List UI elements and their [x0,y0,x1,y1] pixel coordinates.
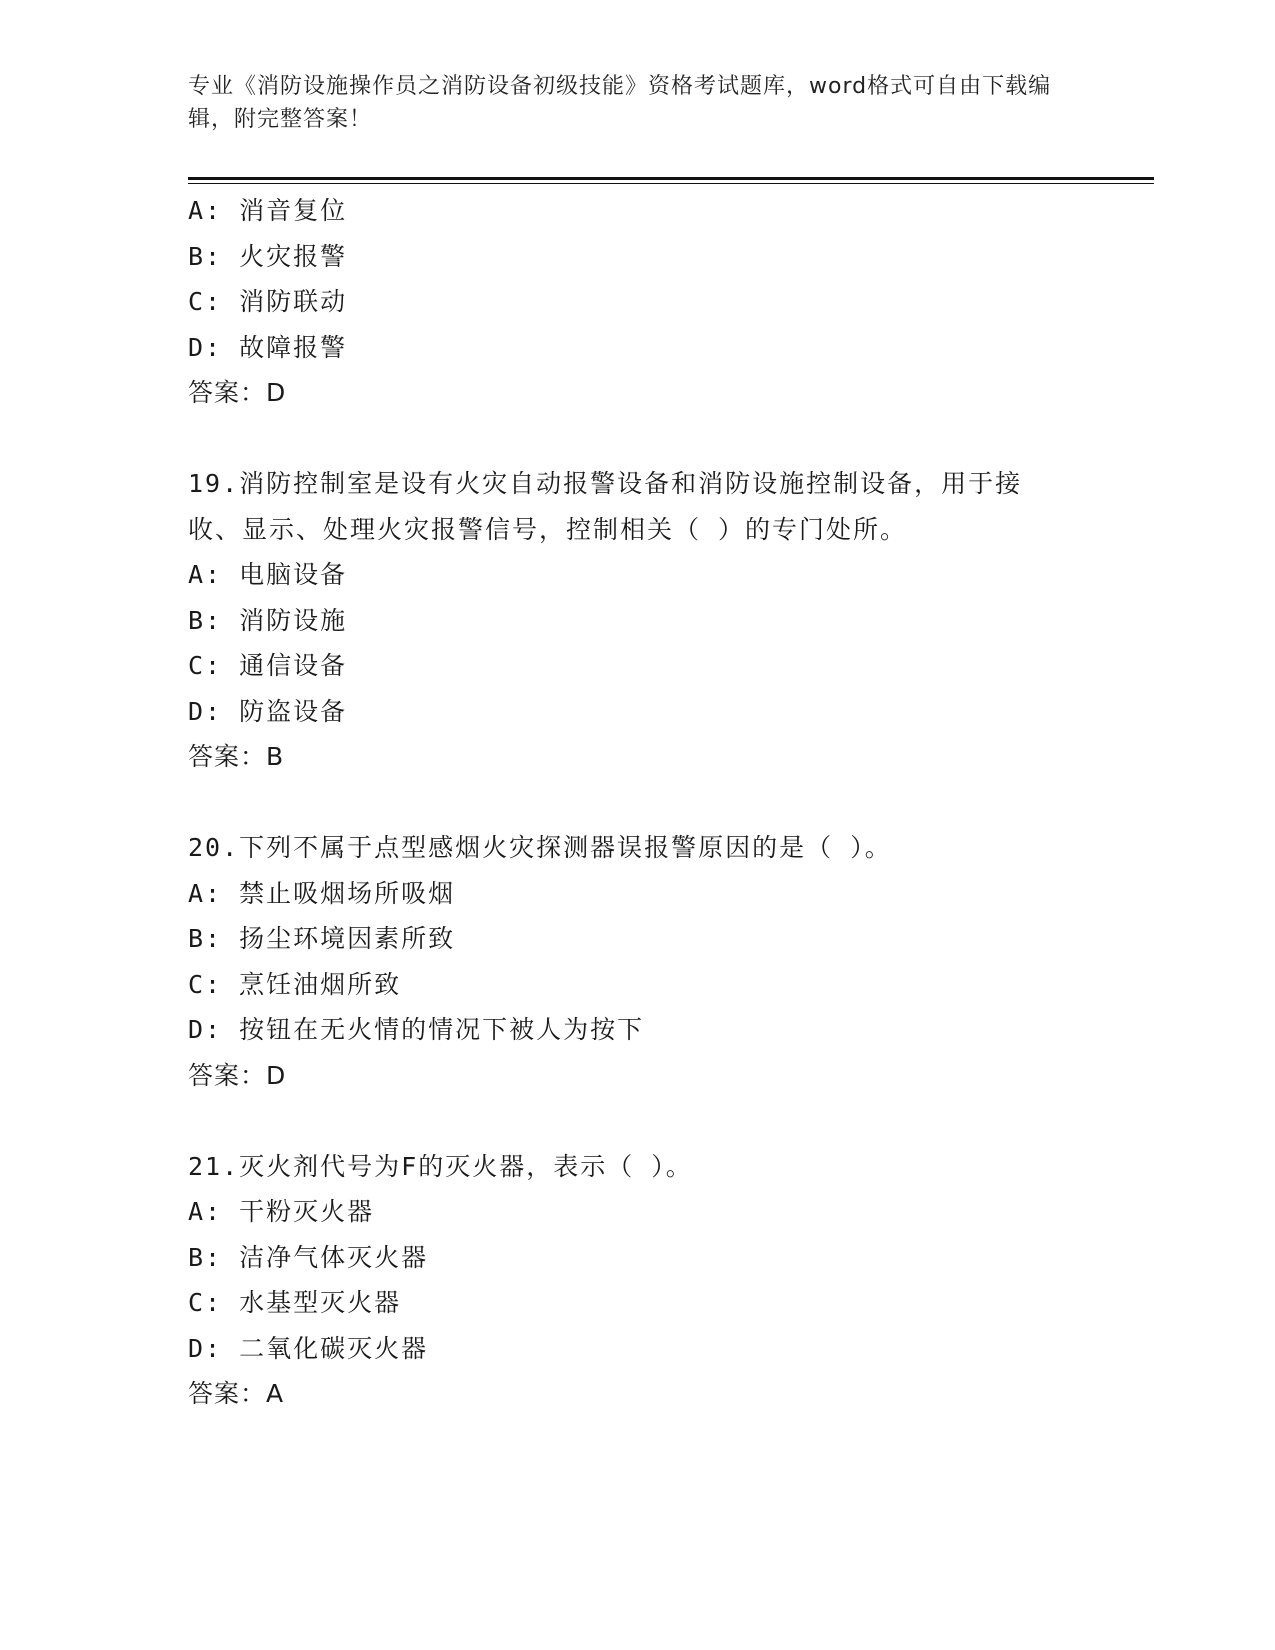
option-c: C: 通信设备 [188,651,348,680]
answer-line: 答案：D [188,378,287,407]
question-stem: 20.下列不属于点型感烟火灾探测器误报警原因的是（ ）。 [188,833,892,862]
question-block-20 [188,825,1088,1098]
option-a: A: 禁止吸烟场所吸烟 [188,878,456,908]
option-d: D: 二氧化碳灭火器 [188,1333,429,1363]
option-d: D: 故障报警 [188,332,348,362]
option-c: C: 烹饪油烟所致 [188,969,402,999]
question-block-18 [188,188,1088,416]
option-b: B: 扬尘环境因素所致 [188,924,456,953]
spacer [188,1098,1088,1144]
header-rule-thin [188,183,1154,184]
answer-line: 答案：B [188,742,285,771]
option-a: A: 电脑设备 [188,560,348,589]
question-block-21 [188,1144,1088,1417]
question-stem: 21.灭火剂代号为F的灭火器，表示（ ）。 [188,1151,693,1181]
document-body [188,188,1088,1417]
option-c: C: 消防联动 [188,287,348,316]
option-d: D: 防盗设备 [188,696,348,726]
option-d: D: 按钮在无火情的情况下被人为按下 [188,1015,645,1044]
option-b: B: 火灾报警 [188,241,348,271]
answer-line: 答案：D [188,1060,287,1090]
question-stem-continued: 收、显示、处理火灾报警信号，控制相关（ ）的专门处所。 [188,514,908,544]
option-a: A: 消音复位 [188,196,348,225]
document-header: 专业《消防设施操作员之消防设备初级技能》资格考试题库，word格式可自由下载编辑，附完整答案！ [188,74,1052,132]
spacer [188,780,1088,826]
question-block-19 [188,461,1088,780]
spacer [188,416,1088,462]
header-rule-thick [188,177,1154,180]
option-b: B: 洁净气体灭火器 [188,1242,429,1272]
answer-line: 答案：A [188,1379,285,1408]
option-c: C: 水基型灭火器 [188,1288,402,1317]
option-a: A: 干粉灭火器 [188,1197,375,1226]
option-b: B: 消防设施 [188,605,348,635]
question-stem: 19.消防控制室是设有火灾自动报警设备和消防设施控制设备，用于接 [188,469,1023,498]
